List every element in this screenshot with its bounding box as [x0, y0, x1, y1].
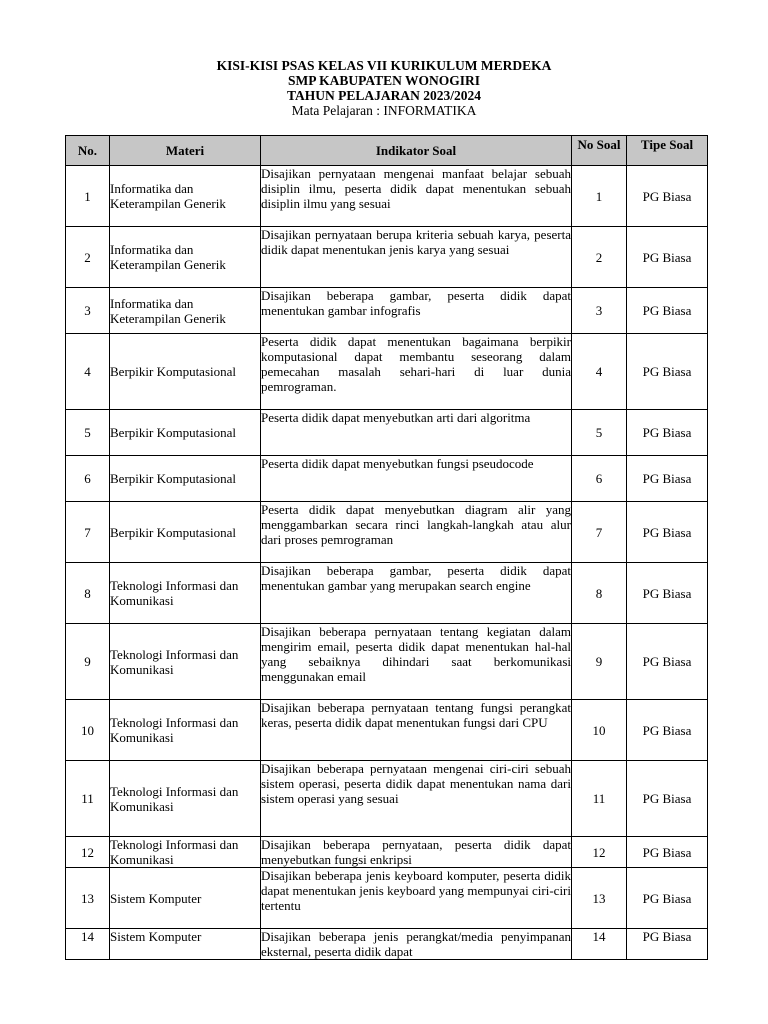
row-materi: Teknologi Informasi dan Komunikasi	[110, 761, 261, 837]
row-tipe-soal: PG Biasa	[627, 166, 708, 227]
row-tipe-soal: PG Biasa	[627, 868, 708, 929]
table-row	[66, 456, 708, 502]
row-number: 1	[66, 166, 110, 227]
title-line-3: TAHUN PELAJARAN 2023/2024	[286, 88, 481, 103]
row-number: 7	[66, 502, 110, 563]
table-row	[66, 410, 708, 456]
row-indikator: Disajikan beberapa gambar, peserta didik dapat menentukan gambar infografis	[261, 288, 572, 334]
row-no-soal: 10	[572, 700, 627, 761]
row-materi: Teknologi Informasi dan Komunikasi	[110, 624, 261, 700]
row-tipe-soal: PG Biasa	[627, 334, 708, 410]
row-tipe-soal: PG Biasa	[627, 761, 708, 837]
row-indikator: Disajikan beberapa jenis perangkat/media penyimpanan eksternal, peserta didik dapat	[261, 929, 571, 959]
row-tipe-soal: PG Biasa	[627, 456, 708, 502]
row-number: 5	[66, 410, 110, 456]
row-indikator: Disajikan beberapa pernyataan tentang fungsi perangkat keras, peserta didik dapat menentukan fungsi dari CPU	[261, 700, 572, 761]
row-no-soal: 7	[572, 502, 627, 563]
row-indikator: Disajikan beberapa pernyataan tentang kegiatan dalam mengirim email, peserta didik dapat menentukan hal-hal yang sebaiknya dihindari saat berkomunikasi menggunakan email	[261, 624, 572, 700]
row-tipe-soal: PG Biasa	[627, 288, 708, 334]
row-no-soal: 8	[572, 563, 627, 624]
row-no-soal: 1	[572, 166, 627, 227]
kisi-kisi-table	[65, 135, 708, 960]
table-row	[66, 700, 708, 761]
row-materi: Berpikir Komputasional	[110, 410, 261, 456]
row-indikator: Disajikan pernyataan mengenai manfaat belajar sebuah disiplin ilmu, peserta didik dapat menentukan sebuah disiplin ilmu yang sesuai	[261, 166, 572, 227]
row-materi: Teknologi Informasi dan Komunikasi	[110, 563, 261, 624]
table-header-row	[66, 136, 708, 166]
row-number: 2	[66, 227, 110, 288]
row-number: 12	[66, 837, 110, 868]
row-no-soal: 9	[572, 624, 627, 700]
row-number: 3	[66, 288, 110, 334]
row-materi: Teknologi Informasi dan Komunikasi	[110, 700, 261, 761]
table-row	[66, 502, 708, 563]
row-no-soal: 11	[572, 761, 627, 837]
table-row	[66, 837, 708, 868]
row-indikator: Peserta didik dapat menyebutkan arti dari algoritma	[261, 410, 572, 456]
row-number: 13	[66, 868, 110, 929]
row-materi: Sistem Komputer	[110, 868, 261, 929]
row-materi: Informatika dan Keterampilan Generik	[110, 227, 261, 288]
row-materi: Informatika dan Keterampilan Generik	[110, 166, 261, 227]
table-row	[66, 929, 708, 960]
table-row	[66, 227, 708, 288]
row-tipe-soal: PG Biasa	[627, 929, 708, 960]
row-no-soal: 4	[572, 334, 627, 410]
row-materi: Berpikir Komputasional	[110, 502, 261, 563]
row-no-soal: 5	[572, 410, 627, 456]
row-indikator: Disajikan beberapa pernyataan, peserta didik dapat menyebutkan fungsi enkripsi	[261, 837, 571, 867]
row-tipe-soal: PG Biasa	[627, 410, 708, 456]
row-number: 8	[66, 563, 110, 624]
row-tipe-soal: PG Biasa	[627, 837, 708, 868]
document-header	[0, 58, 768, 119]
table-row	[66, 624, 708, 700]
row-number: 4	[66, 334, 110, 410]
row-no-soal: 6	[572, 456, 627, 502]
row-number: 11	[66, 761, 110, 837]
row-indikator: Disajikan pernyataan berupa kriteria sebuah karya, peserta didik dapat menentukan jenis karya yang sesuai	[261, 227, 572, 288]
row-number: 10	[66, 700, 110, 761]
row-no-soal: 14	[572, 929, 627, 960]
table-row	[66, 761, 708, 837]
table-row	[66, 166, 708, 227]
row-no-soal: 2	[572, 227, 627, 288]
header-no-soal: No Soal	[572, 136, 627, 166]
row-number: 6	[66, 456, 110, 502]
subject-line: Mata Pelajaran : INFORMATIKA	[291, 103, 477, 118]
header-indikator: Indikator Soal	[261, 136, 572, 166]
row-number: 9	[66, 624, 110, 700]
row-number: 14	[66, 929, 110, 960]
row-no-soal: 3	[572, 288, 627, 334]
row-materi: Sistem Komputer	[110, 929, 261, 960]
title-line-2: SMP KABUPATEN WONOGIRI	[287, 73, 481, 88]
row-indikator: Peserta didik dapat menentukan bagaimana berpikir komputasional dapat membantu seseorang dalam pemecahan masalah sehari-hari di luar dunia pemrograman.	[261, 334, 572, 410]
row-tipe-soal: PG Biasa	[627, 227, 708, 288]
row-no-soal: 13	[572, 868, 627, 929]
row-tipe-soal: PG Biasa	[627, 700, 708, 761]
row-indikator: Disajikan beberapa gambar, peserta didik dapat menentukan gambar yang merupakan search engine	[261, 563, 572, 624]
row-materi: Berpikir Komputasional	[110, 334, 261, 410]
row-tipe-soal: PG Biasa	[627, 563, 708, 624]
row-no-soal: 12	[572, 837, 627, 868]
row-tipe-soal: PG Biasa	[627, 502, 708, 563]
row-materi: Informatika dan Keterampilan Generik	[110, 288, 261, 334]
table-row	[66, 563, 708, 624]
table-row	[66, 334, 708, 410]
row-indikator: Peserta didik dapat menyebutkan diagram alir yang menggambarkan secara rinci langkah-langkah atau alur dari proses pemrograman	[261, 502, 572, 563]
row-indikator: Peserta didik dapat menyebutkan fungsi pseudocode	[261, 456, 572, 502]
row-materi: Berpikir Komputasional	[110, 456, 261, 502]
row-materi: Teknologi Informasi dan Komunikasi	[110, 837, 261, 868]
header-materi: Materi	[110, 136, 261, 166]
table-row	[66, 288, 708, 334]
row-indikator: Disajikan beberapa pernyataan mengenai ciri-ciri sebuah sistem operasi, peserta didik dapat menentukan nama dari sistem operasi yang sesuai	[261, 761, 572, 837]
title-line-1: KISI-KISI PSAS KELAS VII KURIKULUM MERDEKA	[216, 58, 552, 73]
row-indikator: Disajikan beberapa jenis keyboard komputer, peserta didik dapat menentukan jenis keyboard yang mempunyai ciri-ciri tertentu	[261, 868, 572, 929]
row-tipe-soal: PG Biasa	[627, 624, 708, 700]
table-row	[66, 868, 708, 929]
header-tipe-soal: Tipe Soal	[627, 136, 708, 166]
header-no: No.	[66, 136, 110, 166]
